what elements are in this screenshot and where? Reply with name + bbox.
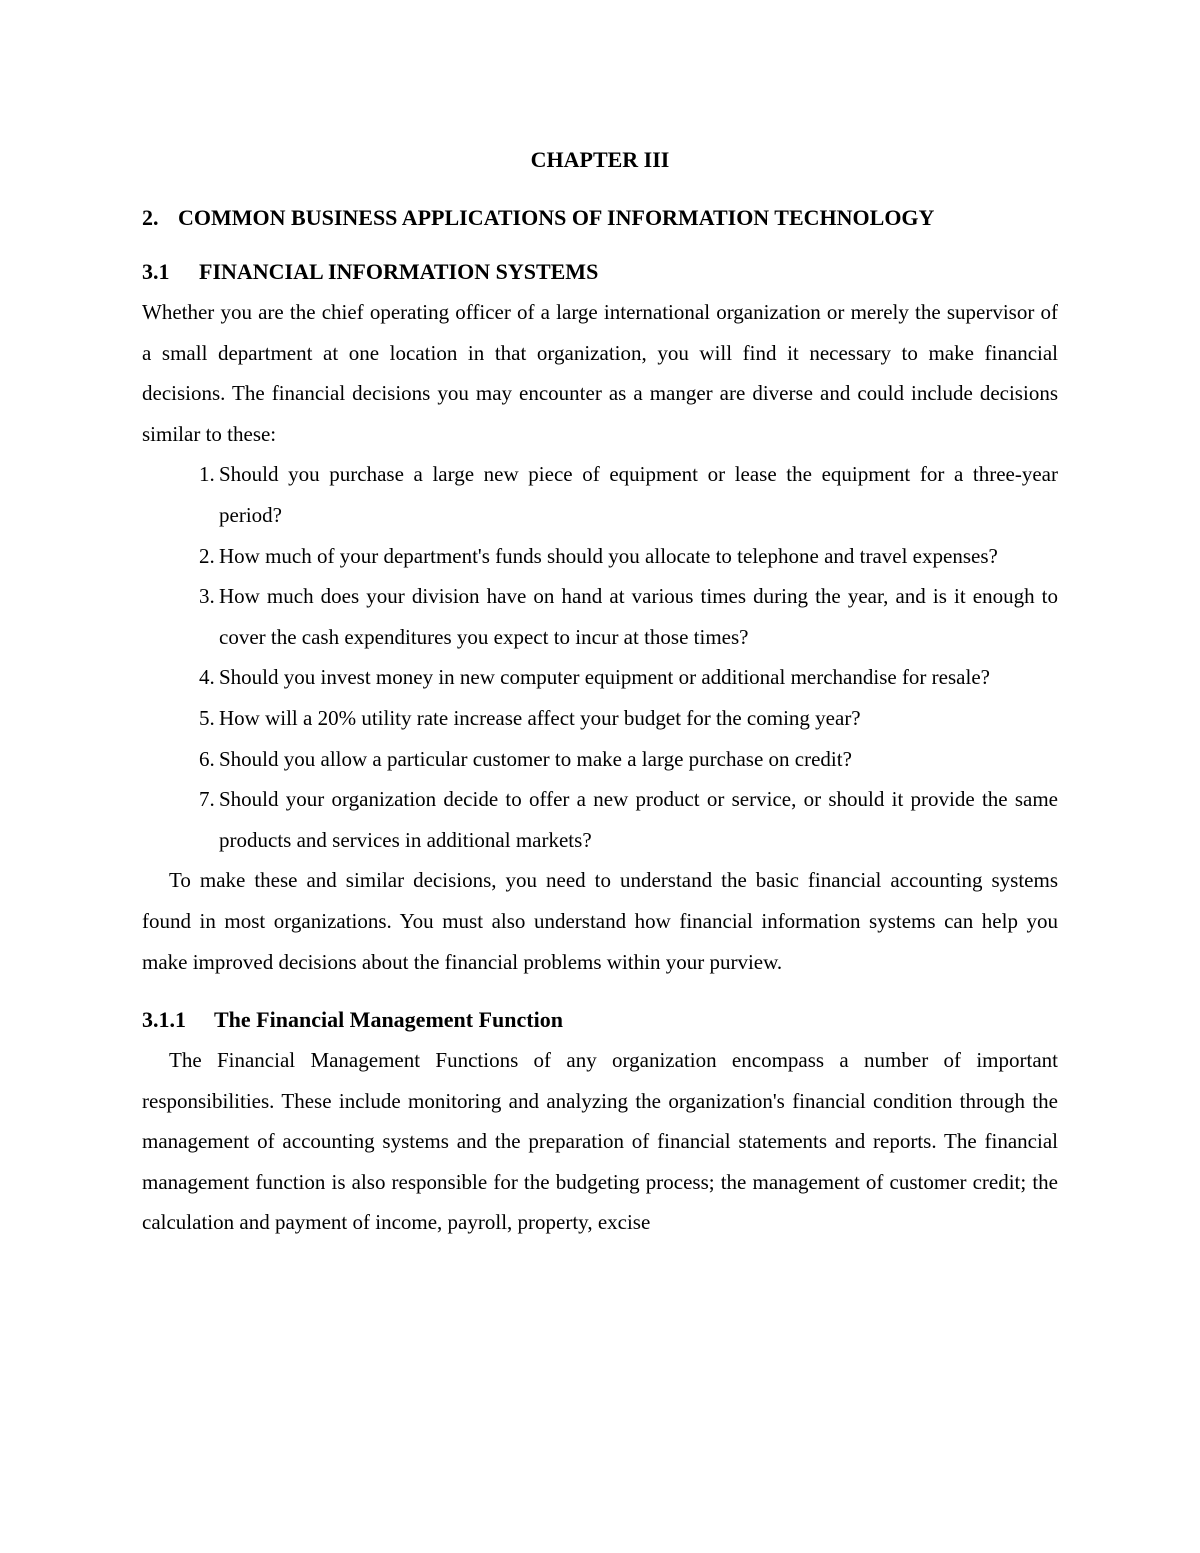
subsection-title: The Financial Management Function: [214, 1007, 563, 1033]
list-item-text: Should you purchase a large new piece of equipment or lease the equipment for a three-year period?: [219, 462, 1058, 527]
chapter-heading-number: 2.: [142, 205, 159, 230]
decision-question-list: [142, 454, 1058, 860]
section-heading-3-1-1: [142, 1000, 1058, 1040]
list-item-text: Should you invest money in new computer equipment or additional merchandise for resale?: [219, 665, 990, 690]
list-item-text: How much does your division have on hand at various times during the year, and is it enough to cover the cash expenditures you expect to incur at those times?: [219, 584, 1058, 649]
list-item-number: 6.: [199, 746, 215, 771]
list-item-text: Should your organization decide to offer a new product or service, or should it provide the same products and services in additional markets?: [219, 787, 1058, 852]
list-item: [142, 698, 1058, 739]
chapter-heading-text: COMMON BUSINESS APPLICATIONS OF INFORMATION TECHNOLOGY: [178, 205, 935, 230]
subsection-number: 3.1.1: [142, 1007, 186, 1033]
spacer: [142, 982, 1058, 1000]
section-closing-paragraph: To make these and similar decisions, you need to understand the basic financial accounting systems found in most organizations. You must also understand how financial information systems can help you make improved decisions about the financial problems within your purview.: [142, 868, 1058, 974]
list-item-text: How much of your department's funds should you allocate to telephone and travel expenses?: [219, 543, 998, 568]
list-item-number: 7.: [199, 787, 215, 812]
list-item-number: 3.: [199, 584, 215, 609]
list-item: [142, 454, 1058, 535]
list-item-number: 5.: [199, 705, 215, 730]
section-title: FINANCIAL INFORMATION SYSTEMS: [199, 259, 599, 284]
section-heading-3-1: [142, 252, 1058, 292]
list-item-text: Should you allow a particular customer to make a large purchase on credit?: [219, 746, 852, 771]
list-item-number: 4.: [199, 665, 215, 690]
list-item: [142, 576, 1058, 657]
section-intro-paragraph: Whether you are the chief operating officer of a large international organization or merely the supervisor of a small department at one location in that organization, you will find it necessary to make financial decisions. The financial decisions you may encounter as a manger are diverse and could include decisions similar to these:: [142, 300, 1058, 446]
list-item: [142, 739, 1058, 780]
list-item: [142, 779, 1058, 860]
list-item: [142, 657, 1058, 698]
list-item: [142, 536, 1058, 577]
chapter-heading: [142, 194, 1058, 242]
page-content: [142, 140, 1058, 1243]
chapter-title: CHAPTER III: [530, 147, 670, 172]
list-item-number: 2.: [199, 543, 215, 568]
list-item-text: How will a 20% utility rate increase affect your budget for the coming year?: [219, 705, 861, 730]
section-number: 3.1: [142, 259, 170, 284]
list-item-number: 1.: [199, 462, 215, 487]
subsection-body-paragraph: The Financial Management Functions of any organization encompass a number of important responsibilities. These include monitoring and analyzing the organization's financial condition through the management of accounting systems and the preparation of financial statements and reports. The financial management function is also responsible for the budgeting process; the management of customer credit; the calculation and payment of income, payroll, property, excise: [142, 1048, 1058, 1235]
